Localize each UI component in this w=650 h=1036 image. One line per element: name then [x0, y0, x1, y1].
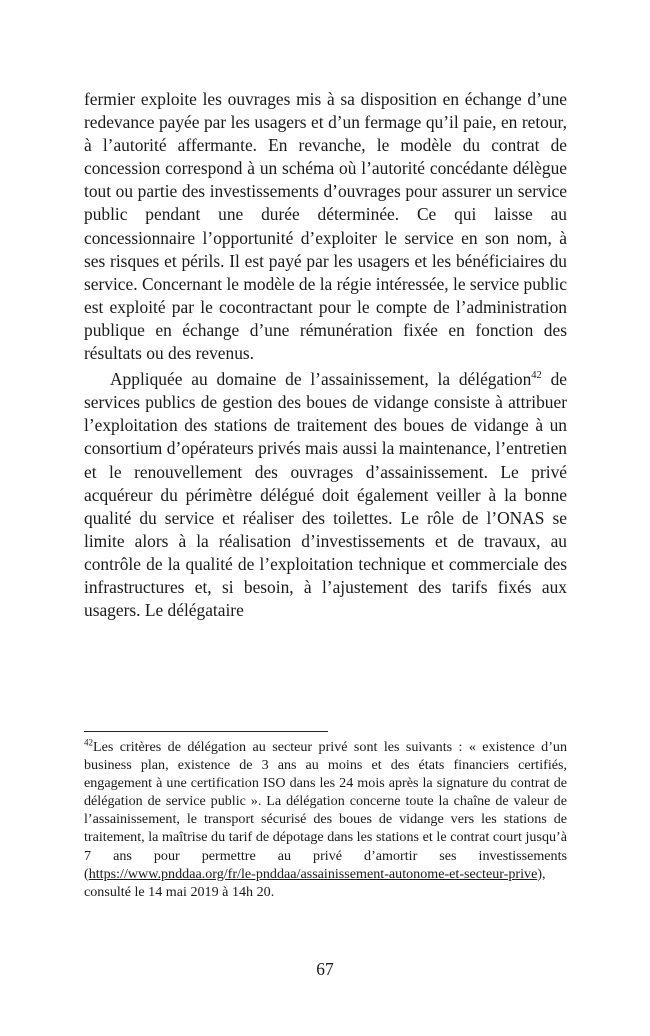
footnote-number: 42 — [84, 737, 93, 748]
footnote-42 — [84, 738, 567, 901]
paragraph-2-opening: Appliquée au domaine de l’assainissement, la délégation — [110, 369, 532, 390]
footnote-link[interactable]: https://www.pnddaa.org/fr/le-pnddaa/assainissement-autonome-et-secteur-prive — [88, 865, 538, 882]
page-body — [84, 88, 567, 622]
footnote-access-date: ), consulté le 14 mai 2019 à 14h 20. — [84, 865, 546, 900]
paragraph-2-remainder: de services publics de gestion des boues de vidange consiste à attribuer l’exploitation des stations de traitement des boues de vidange à un consortium d’opérateurs privés mais aussi la maintenance, l’entretien et le renouvellement des ouvrages d’assainissement. Le privé acquéreur du périmètre délégué doit également veiller à la bonne qualité du service et réaliser des toilettes. Le rôle de l’ONAS se limite alors à la réalisation d’investissements et de travaux, au contrôle de la qualité de l’exploitation technique et commerciale des infrastructures et, si besoin, à l’ajustement des tarifs fixés aux usagers. Le délégataire — [84, 369, 567, 621]
footnote-text: Les critères de délégation au secteur privé sont les suivants : « existence d’un business plan, existence de 3 ans au moins et des états financiers certifiés, engagement à une certification ISO dans les 24 mois après la signature du contrat de délégation de service public ». La délégation concerne toute la chaîne de valeur de l’assainissement, le transport sécurisé des boues de vidange vers les stations de traitement, la maîtrise du tarif de dépotage dans les stations et le contrat court jusqu’à 7 ans pour permettre au privé d’amortir ses investissements ( — [84, 739, 567, 882]
footnote-reference[interactable]: 42 — [531, 370, 542, 382]
footnote-separator — [84, 731, 328, 732]
page-number: 67 — [316, 959, 334, 979]
body-paragraph-1: fermier exploite les ouvrages mis à sa disposition en échange d’une redevance payée par les usagers et d’un fermage qu’il paie, en retour, à l’autorité affermante. En revanche, le modèle du contrat de concession correspond à un schéma où l’autorité concédante délègue tout ou partie des investissements d’ouvrages pour assurer un service public pendant une durée déterminée. Ce qui laisse au concessionnaire l’opportunité d’exploiter le service en son nom, à ses risques et périls. Il est payé par les usagers et les bénéficiaires du service. Concernant le modèle de la régie intéressée, le service public est exploité par le cocontractant pour le compte de l’administration publique en échange d’une rémunération fixée en fonction des résultats ou des revenus. — [84, 89, 567, 364]
body-paragraph-2 — [84, 368, 567, 622]
